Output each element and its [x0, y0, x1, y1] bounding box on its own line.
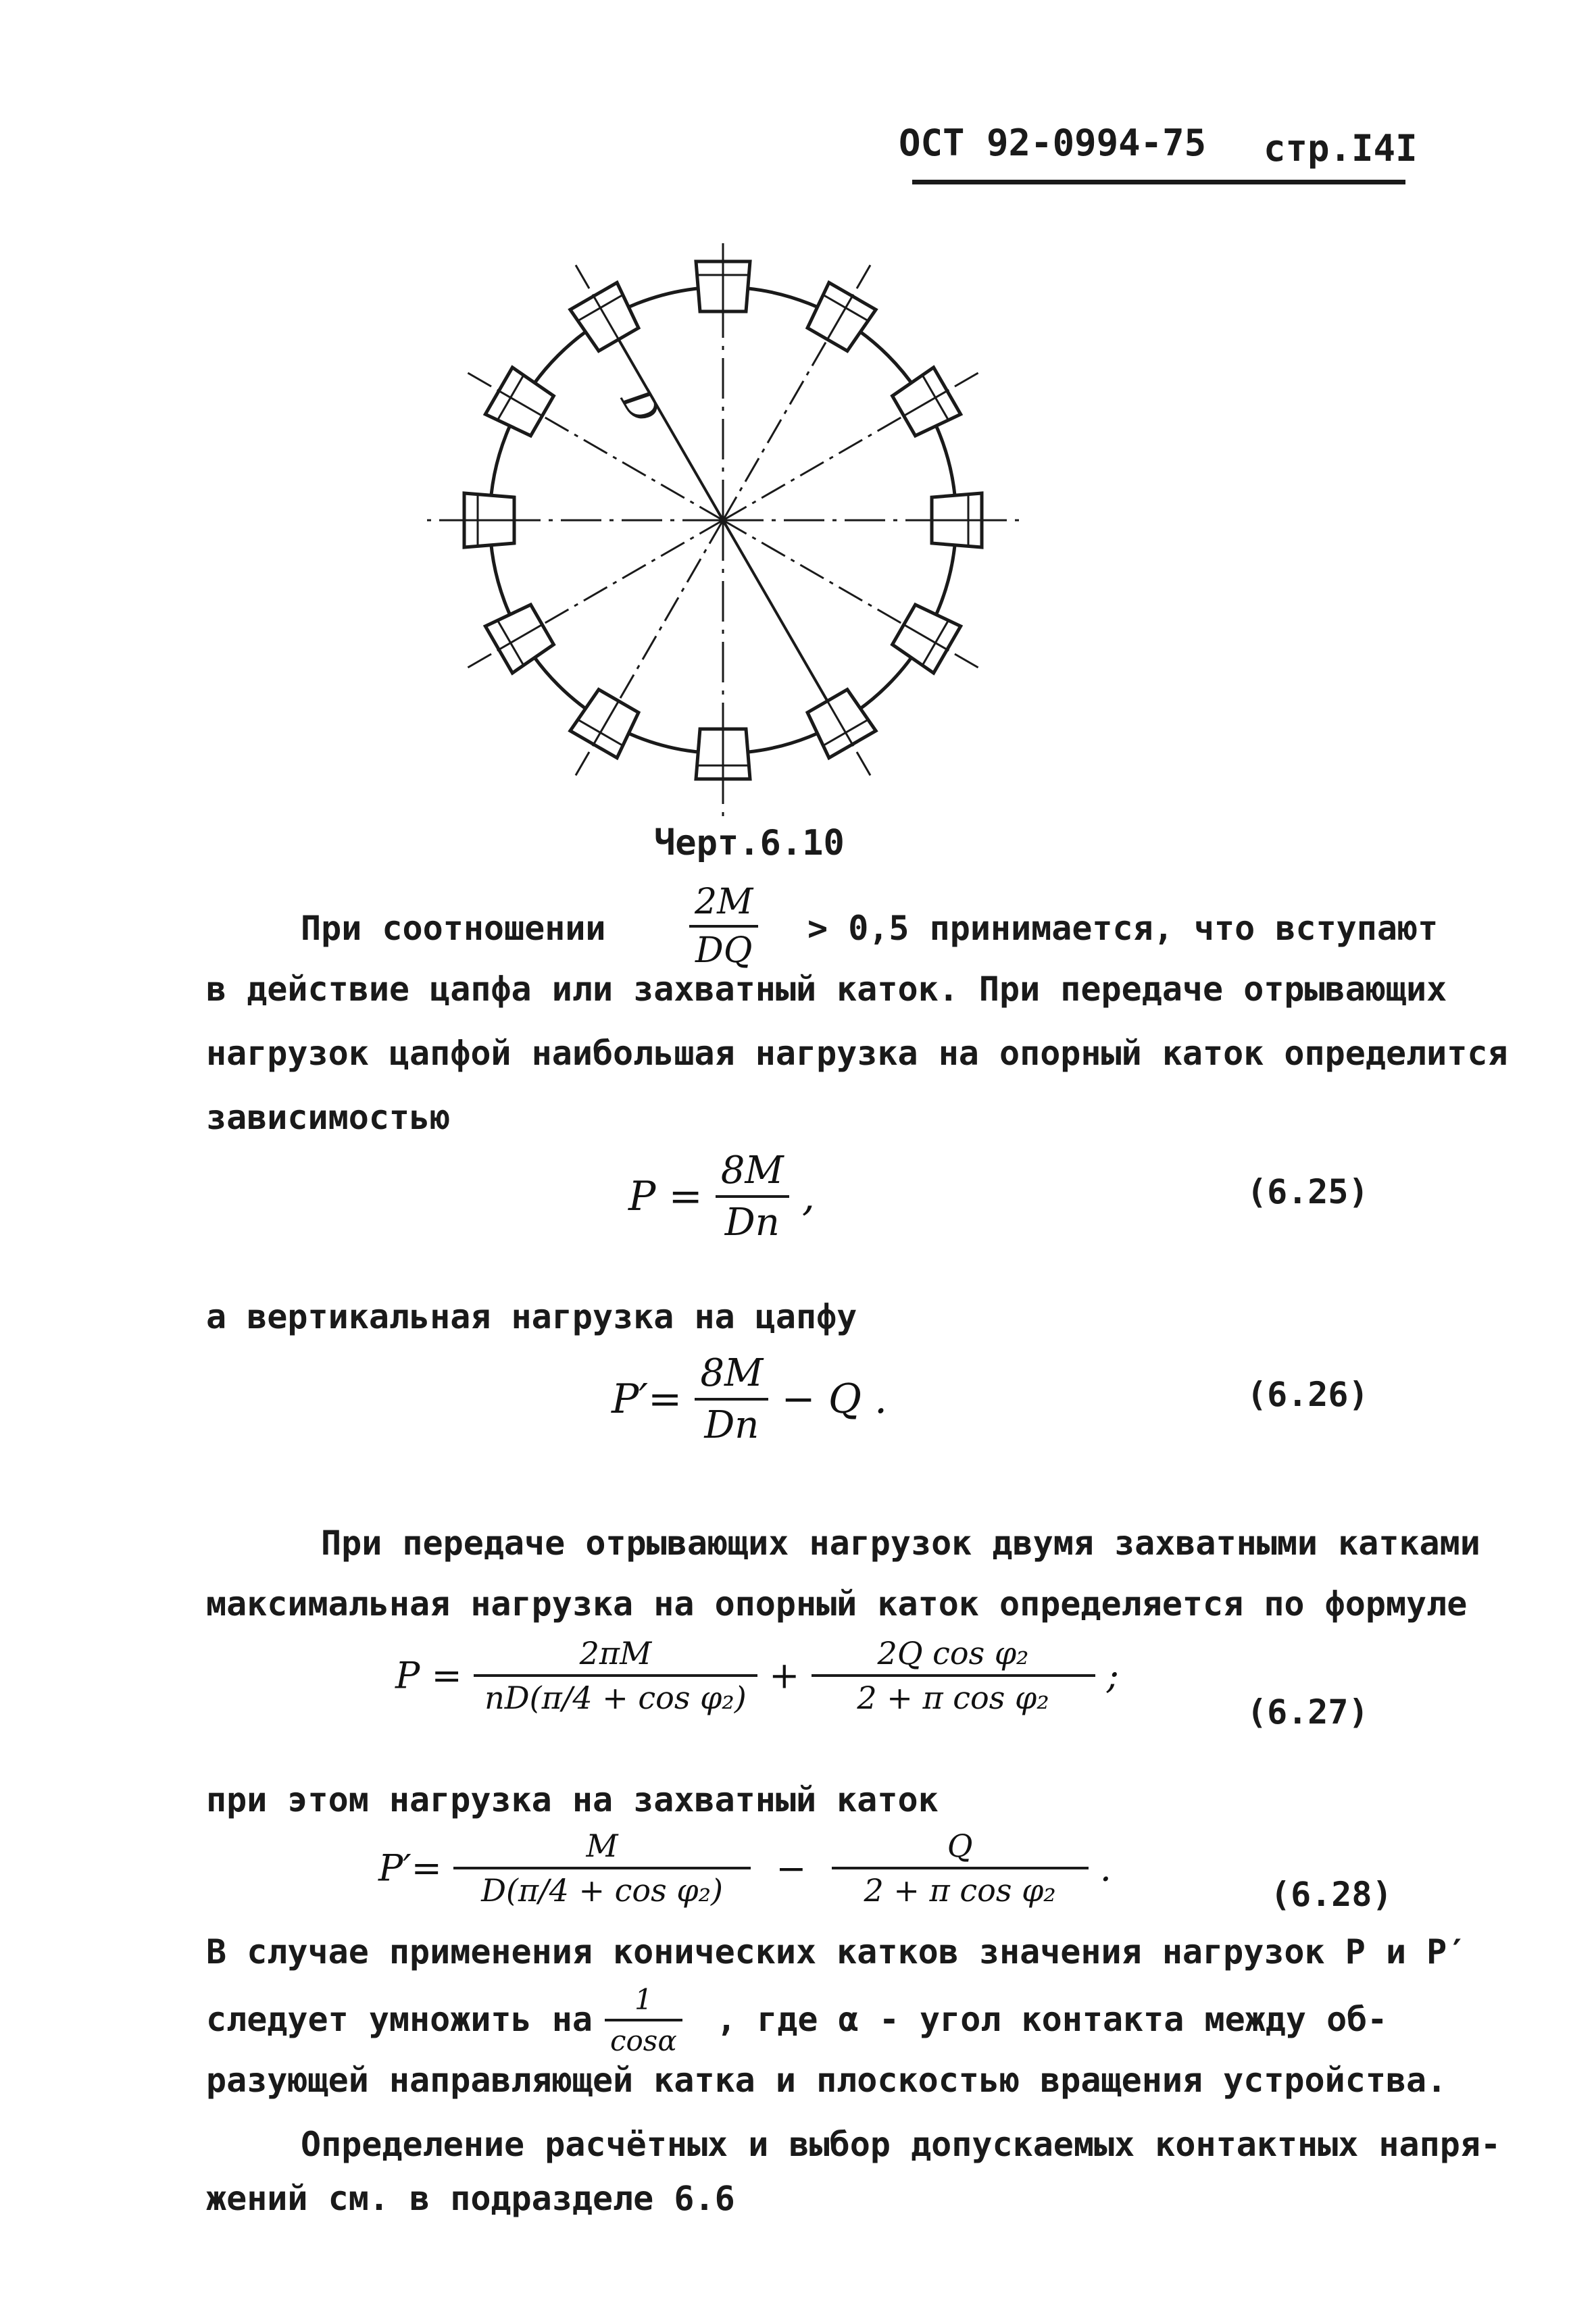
roller-block: [804, 688, 876, 758]
equation-number-6-27: (6.27): [1247, 1692, 1369, 1732]
eq627-plus: +: [769, 1654, 800, 1697]
eq626-denominator: Dn: [704, 1403, 759, 1447]
eq626-lhs: P′=: [612, 1376, 682, 1423]
paragraph-4: при этом нагрузка на захватный каток: [206, 1780, 939, 1819]
eq625-denominator: Dn: [724, 1201, 780, 1244]
eq626-tail: − Q .: [781, 1376, 888, 1423]
figure-caption: Черт.6.10: [654, 823, 845, 863]
roller-block: [485, 368, 555, 439]
fraction-bar: [832, 1867, 1089, 1869]
eq626-numerator: 8M: [700, 1351, 764, 1395]
page-number: стр.I4I: [1264, 127, 1418, 170]
paragraph-5-line-2a: следует умножить на: [206, 2000, 593, 2039]
ratio-denominator: DQ: [695, 930, 753, 971]
eq627-tail: ;: [1106, 1654, 1119, 1697]
eq627-denominator-2: 2 + π cos φ₂: [857, 1680, 1049, 1716]
paragraph-5-line-3: разующей направляющей катка и плоскостью вращения устройства.: [206, 2061, 1447, 2100]
roller-block: [464, 493, 514, 547]
eq625-numerator: 8M: [720, 1149, 784, 1192]
equation-number-6-28: (6.28): [1270, 1875, 1393, 1914]
paragraph-5-line-2b: , где α - угол контакта между об-: [716, 2000, 1388, 2039]
fraction-bar: [453, 1867, 751, 1869]
paragraph-6-line-2: жений см. в подразделе 6.6: [206, 2179, 735, 2218]
ratio-fraction: [689, 882, 758, 971]
eq628-denominator-1: D(π/4 + cos φ₂): [481, 1872, 723, 1909]
equation-6-26: [612, 1351, 887, 1447]
fraction-bar: [812, 1674, 1095, 1677]
roller-block: [932, 493, 982, 547]
eq627-lhs: P =: [395, 1654, 462, 1697]
equation-6-28: [378, 1828, 1112, 1909]
roller-block: [891, 368, 961, 439]
ratio-numerator: 2M: [695, 882, 753, 922]
roller-block: [570, 282, 642, 353]
eq627-numerator-2: 2Q cos φ₂: [877, 1635, 1029, 1671]
fraction-bar: [689, 925, 758, 928]
eq628-lhs: P′=: [378, 1846, 442, 1890]
fraction-bar: [605, 2019, 682, 2021]
roller-block: [804, 282, 876, 353]
eq628-numerator-2: Q: [947, 1828, 973, 1864]
equation-6-25: [628, 1149, 815, 1244]
paragraph-3-line-2: максимальная нагрузка на опорный каток определяется по формуле: [206, 1584, 1468, 1624]
fraction-bar: [695, 1398, 768, 1401]
cos-fraction-numerator: 1: [634, 1983, 653, 2016]
eq627-numerator-1: 2πM: [579, 1635, 652, 1671]
paragraph-6-line-1: Определение расчётных и выбор допускаемых контактных напря-: [301, 2125, 1501, 2164]
fraction-bar: [716, 1195, 789, 1198]
equation-number-6-26: (6.26): [1247, 1375, 1369, 1414]
header-underline: [912, 180, 1405, 184]
roller-block: [570, 688, 642, 758]
eq628-numerator-1: M: [586, 1828, 618, 1864]
eq628-minus: −: [776, 1846, 807, 1890]
roller-block: [696, 729, 750, 779]
eq628-tail: .: [1099, 1846, 1112, 1890]
paragraph-1-tail: > 0,5 принимается, что вступают: [807, 909, 1439, 948]
document-code: ОСТ 92-0994-75: [899, 122, 1207, 164]
roller-block: [891, 601, 961, 673]
fraction-bar: [474, 1674, 757, 1677]
paragraph-1-line-2: в действие цапфа или захватный каток. При передаче отрывающих: [206, 970, 1447, 1009]
paragraph-5-line-1: В случае применения конических катков значения нагрузок P и P′: [206, 1932, 1468, 1971]
diameter-label: D: [612, 380, 669, 432]
paragraph-2: а вертикальная нагрузка на цапфу: [206, 1297, 857, 1336]
paragraph-1-lead: При соотношении: [301, 909, 606, 948]
diameter-dimension-line: [723, 520, 840, 722]
equation-number-6-25: (6.25): [1247, 1172, 1369, 1211]
paragraph-3-line-1: При передаче отрывающих нагрузок двумя захватными катками: [321, 1524, 1480, 1563]
cos-fraction-denominator: cosα: [610, 2024, 677, 2057]
roller-ring-diagram: [405, 243, 1027, 824]
centre-point: [720, 517, 726, 524]
equation-6-27: [395, 1635, 1119, 1716]
paragraph-1-line-3: нагрузок цапфой наибольшая нагрузка на опорный каток определится: [206, 1034, 1508, 1073]
paragraph-1-line-4: зависимостью: [206, 1098, 451, 1137]
cos-fraction: [605, 1983, 682, 2057]
eq625-tail: ,: [801, 1173, 815, 1220]
eq627-denominator-1: nD(π/4 + cos φ₂): [484, 1680, 747, 1716]
roller-block: [485, 601, 555, 673]
eq625-lhs: P =: [628, 1173, 703, 1220]
roller-block: [696, 261, 750, 311]
eq628-denominator-2: 2 + π cos φ₂: [864, 1872, 1056, 1909]
